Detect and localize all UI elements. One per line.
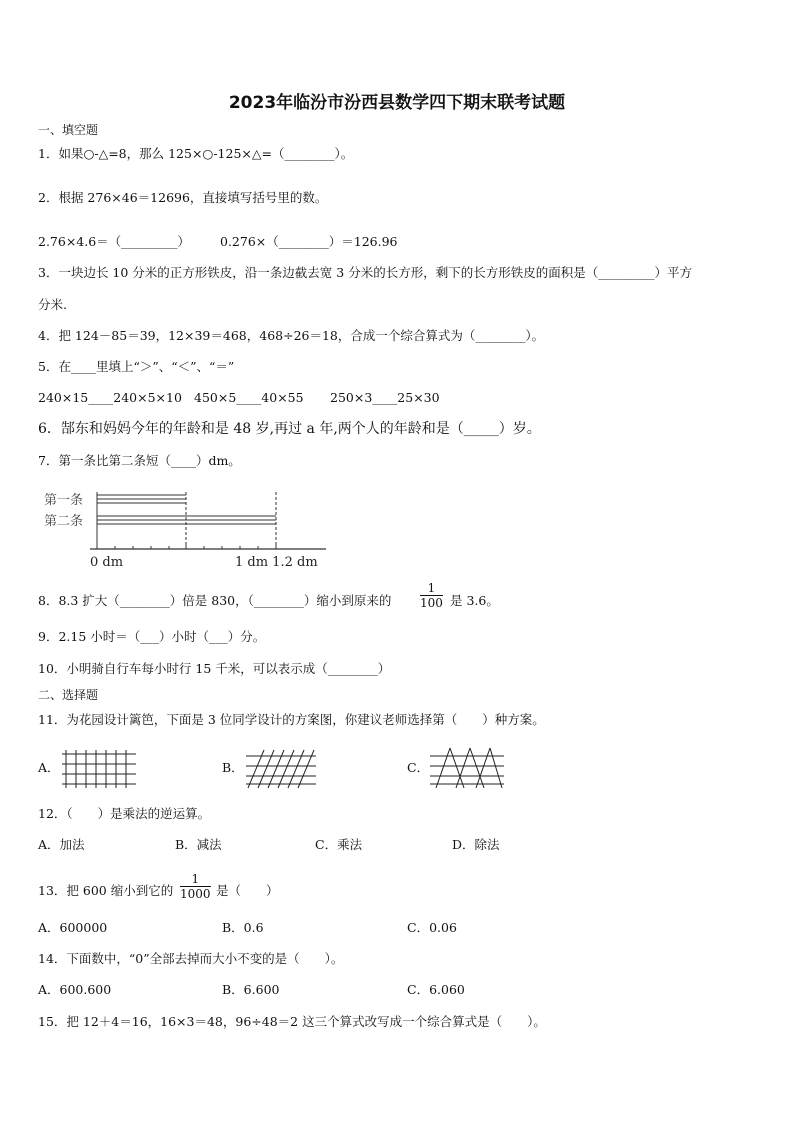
question-8-part2: 是 3.6。 — [450, 593, 499, 608]
question-13-part2: 是（ ） — [216, 883, 279, 898]
fraction-numerator: 1 — [180, 872, 211, 887]
question-8-fraction — [420, 581, 443, 610]
question-5a: 240×15____240×5×10 — [38, 390, 182, 405]
question-13-fraction — [180, 872, 211, 901]
q11-option-a-label: A． — [38, 760, 60, 775]
question-11: 11．为花园设计篱笆，下面是 3 位同学设计的方案图，你建议老师选择第（ ）种方案。 — [38, 712, 545, 727]
question-2: 2．根据 276×46＝12696，直接填写括号里的数。 — [38, 190, 328, 205]
question-9: 9．2.15 小时＝（___）小时（___）分。 — [38, 629, 266, 644]
bar-first — [97, 495, 186, 503]
question-2b: 0.276×（________）＝126.96 — [220, 234, 398, 249]
question-2a: 2.76×4.6＝（_________） — [38, 234, 190, 249]
page-title: 2023年临汾市汾西县数学四下期末联考试题 — [228, 93, 566, 113]
question-14: 14．下面数中，“0”全部去掉而大小不变的是（ ）。 — [38, 951, 344, 966]
fraction-numerator: 1 — [420, 581, 443, 596]
question-6: 6．郜东和妈妈今年的年龄和是 48 岁,再过 a 年,两个人的年龄和是（_____）岁。 — [38, 421, 541, 437]
q11-option-c-label: C． — [407, 760, 430, 775]
question-3-line1: 3．一块边长 10 分米的正方形铁皮，沿一条边截去宽 3 分米的长方形，剩下的长方形铁皮的面积是（_________）平方 — [38, 265, 692, 280]
fence-grid-icon — [60, 748, 140, 790]
q13-option-c: C．0.06 — [407, 920, 457, 935]
q12-option-a: A．加法 — [38, 837, 85, 852]
ruler-ticks — [97, 544, 276, 549]
question-5c: 250×3____25×30 — [330, 390, 440, 405]
question-13-part1: 13．把 600 缩小到它的 — [38, 883, 174, 898]
bar-label-second: 第二条 — [44, 514, 84, 529]
question-10: 10．小明骑自行车每小时行 15 千米，可以表示成（________） — [38, 661, 391, 676]
q12-option-d: D．除法 — [452, 837, 500, 852]
q14-option-b: B．6.600 — [222, 982, 280, 997]
fence-slanted-icon — [244, 748, 320, 790]
fraction-denominator: 1000 — [180, 887, 211, 901]
q13-option-a: A．600000 — [38, 920, 108, 935]
question-5: 5．在____里填上“＞”、“＜”、“＝” — [38, 359, 235, 374]
bar-label-first: 第一条 — [44, 493, 84, 508]
ruler-figure — [40, 486, 340, 572]
question-1: 1．如果○-△=8，那么 125×○-125×△=（________）。 — [38, 146, 354, 161]
question-3-line2: 分米. — [38, 297, 67, 312]
question-15: 15．把 12＋4＝16，16×3＝48，96÷48＝2 这三个算式改写成一个综合算式是（ ）。 — [38, 1014, 546, 1029]
q11-option-b-label: B． — [222, 760, 244, 775]
question-8-part1: 8．8.3 扩大（________）倍是 830，（________）缩小到原来的 — [38, 593, 392, 608]
q14-option-a: A．600.600 — [38, 982, 112, 997]
question-7: 7．第一条比第二条短（____）dm。 — [38, 453, 241, 468]
fraction-denominator: 100 — [420, 596, 443, 610]
ruler-label-end: 1 dm 1.2 dm — [235, 555, 318, 570]
q13-option-b: B．0.6 — [222, 920, 264, 935]
fence-crossed-icon — [428, 746, 508, 790]
question-4: 4．把 124－85＝39，12×39＝468，468÷26＝18，合成一个综合算式为（________）。 — [38, 328, 545, 343]
q12-option-c: C．乘法 — [315, 837, 363, 852]
question-12: 12．（ ）是乘法的逆运算。 — [38, 806, 211, 821]
q14-option-c: C．6.060 — [407, 982, 465, 997]
question-5b: 450×5____40×55 — [194, 390, 304, 405]
q12-option-b: B．减法 — [175, 837, 222, 852]
ruler-label-start: 0 dm — [90, 555, 124, 570]
section-heading-fill-blank: 一、填空题 — [38, 123, 99, 137]
section-heading-choice: 二、选择题 — [38, 688, 99, 702]
